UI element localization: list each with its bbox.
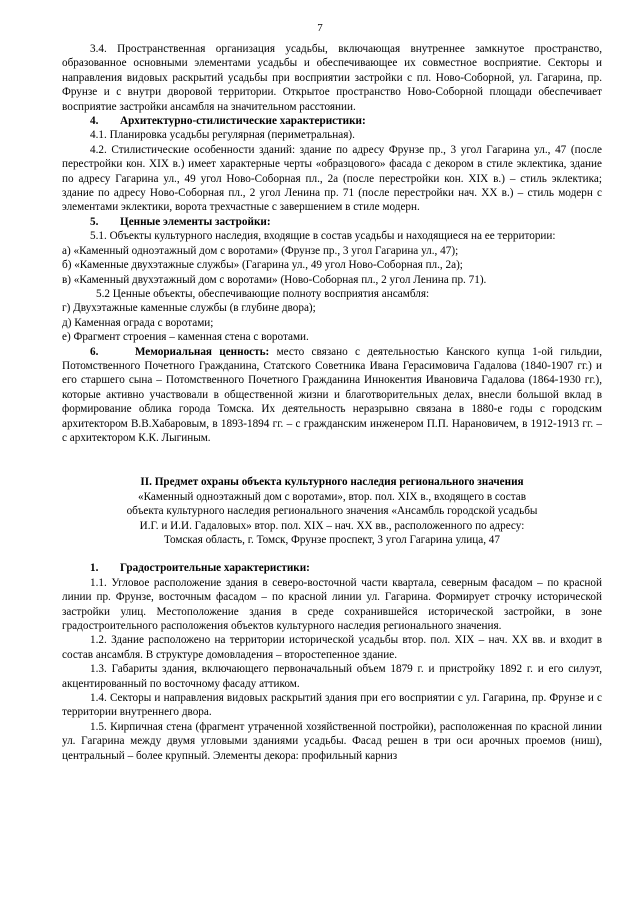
- document-body: [62, 42, 602, 763]
- section-2-subtitle-3: И.Г. и И.И. Гадаловых» втор. пол. XIX – нач. XX вв., расположенного по адресу:: [139, 519, 525, 532]
- paragraph-1-1: 1.1. Угловое расположение здания в северо-восточной части квартала, северным фасадом – по красной линии пр. Фрунзе, восточным фасадом – по красной линии ул. Гагарина. Формирует строчку исторической застройки улиц. Местоположение здания в среде сохранившейся исторической застройки, в зоне градостроительного расположения объектов культурного наследия регионального значения.: [62, 576, 602, 633]
- paragraph-5-2: 5.2 Ценные объекты, обеспечивающие полноту восприятия ансамбля:: [96, 287, 430, 300]
- paragraph-1-2: 1.2. Здание расположено на территории исторической усадьбы втор. пол. XIX – нач. XX вв. и входит в состав ансамбля. В структуре домовладения – второстепенное здание.: [62, 634, 602, 661]
- section-2-title: II. Предмет охраны объекта культурного наследия регионального значения: [140, 476, 524, 489]
- paragraph-5-1: 5.1. Объекты культурного наследия, входящие в состав усадьбы и находящиеся на ее территории:: [90, 230, 556, 243]
- list-item-e: е) Фрагмент строения – каменная стена с воротами.: [62, 331, 309, 344]
- spacer: [62, 547, 602, 561]
- section-2-subtitle-4: Томская область, г. Томск, Фрунзе проспект, 3 угол Гагарина улица, 47: [164, 534, 500, 546]
- paragraph-1-3: 1.3. Габариты здания, включающего первоначальный объем 1879 г. и пристройку 1892 г. и его силуэт, акцентированный по восточному фасаду аттиком.: [62, 663, 602, 690]
- list-item-v: в) «Каменный двухэтажный дом с воротами» (Ново-Соборная пл., 2 угол Ленина пр. 71).: [62, 273, 487, 286]
- heading-5-number: 5.: [90, 215, 99, 228]
- heading-6-number: 6.: [90, 345, 99, 358]
- list-item-d: д) Каменная ограда с воротами;: [62, 316, 214, 329]
- heading-6-title: Мемориальная ценность:: [134, 345, 270, 358]
- paragraph-3-4: 3.4. Пространственная организация усадьбы, включающая внутреннее замкнутое пространство, образованное основными элементами усадьбы и обеспечивающее их совместное восприятие. Секторы и направления видовых раскрытий усадьбы при восприятии застройки с пл. Ново-Соборной, ул. Гагарина, пр. Фрунзе и с внутри дворовой территории. Открытое пространство Ново-Соборной площади обеспечивает восприятие застройки ансамбля на значительном расстоянии.: [62, 43, 602, 113]
- heading-5: [62, 215, 602, 229]
- spacer: [62, 445, 602, 475]
- paragraph-1-5: 1.5. Кирпичная стена (фрагмент утраченной хозяйственной постройки), расположенная по красной линии ул. Гагарина между двумя угловыми зданиями усадьбы. Фасад решен в три оси арочных проемов (ниш), центральный – более крупный. Элементы декора: профильный карниз: [62, 720, 602, 762]
- list-item-b: б) «Каменные двухэтажные службы» (Гагарина ул., 49 угол Ново-Соборная пл., 2а);: [62, 259, 463, 272]
- section-2-subtitle-2: объекта культурного наследия регионального значения «Ансамбль городской усадьбы: [126, 505, 538, 518]
- heading-1: [62, 561, 602, 575]
- list-item-a: а) «Каменный одноэтажный дом с воротами» (Фрунзе пр., 3 угол Гагарина ул., 47);: [62, 244, 459, 257]
- paragraph-4-2: 4.2. Стилистические особенности зданий: здание по адресу Фрунзе пр., 3 угол Гагарина ул., 47 (после перестройки кон. XIX в.) имеет характерные черты «образцового» фасада с декором в стиле эклектика, здание по адресу Гагарина ул., 49 угол Ново-Соборная пл., 2а (после перестройки кон. XIX в.) – стиль эклектика; здание по адресу Ново-Соборная пл., 2 угол Ленина пр. 71 (после перестройки нач. XX в.) – стиль модерн с элементами эклектики, ворота трехчастные с завершением в стиле модерн.: [62, 143, 602, 214]
- heading-4-title: Архитектурно-стилистические характеристики:: [120, 115, 366, 128]
- paragraph-4-1: 4.1. Планировка усадьбы регулярная (периметральная).: [90, 129, 355, 142]
- heading-1-number: 1.: [90, 562, 99, 575]
- paragraph-6: [62, 345, 602, 446]
- page-number: 7: [317, 22, 323, 34]
- section-2-subtitle-1: «Каменный одноэтажный дом с воротами», втор. пол. XIX в., входящего в состав: [138, 490, 526, 503]
- heading-1-title: Градостроительные характеристики:: [120, 562, 310, 575]
- paragraph-6-text: место связано с деятельностью Канского купца 1-ой гильдии, Потомственного Почетного Гражданина, Статского Советника Ивана Герасимовича Гадалова (1840-1907 гг.) и его старшего сына – Потомственного Почетного Гражданина Иннокентия Ивановича Гадалова (1864-1930 гг.), которые активно участвовали в общественной жизни и благотворительных делах, внесли большой вклад в формирование облика города Томска. Их деятельность неразрывно связана в 1880-е годы с городским архитектором В.В.Хабаровым, в 1893-1894 гг. – с гражданским инженером П.П. Нарановичем, в 1912-1913 гг. – с архитектором К.К. Лыгиным.: [62, 345, 602, 444]
- list-item-g: г) Двухэтажные каменные службы (в глубине двора);: [62, 302, 316, 315]
- paragraph-1-4: 1.4. Секторы и направления видовых раскрытий здания при его восприятии с ул. Гагарина, пр. Фрунзе и с территории внутреннего двора.: [62, 692, 602, 719]
- heading-4: [62, 114, 602, 128]
- heading-5-title: Ценные элементы застройки:: [120, 215, 271, 228]
- heading-4-number: 4.: [90, 115, 99, 128]
